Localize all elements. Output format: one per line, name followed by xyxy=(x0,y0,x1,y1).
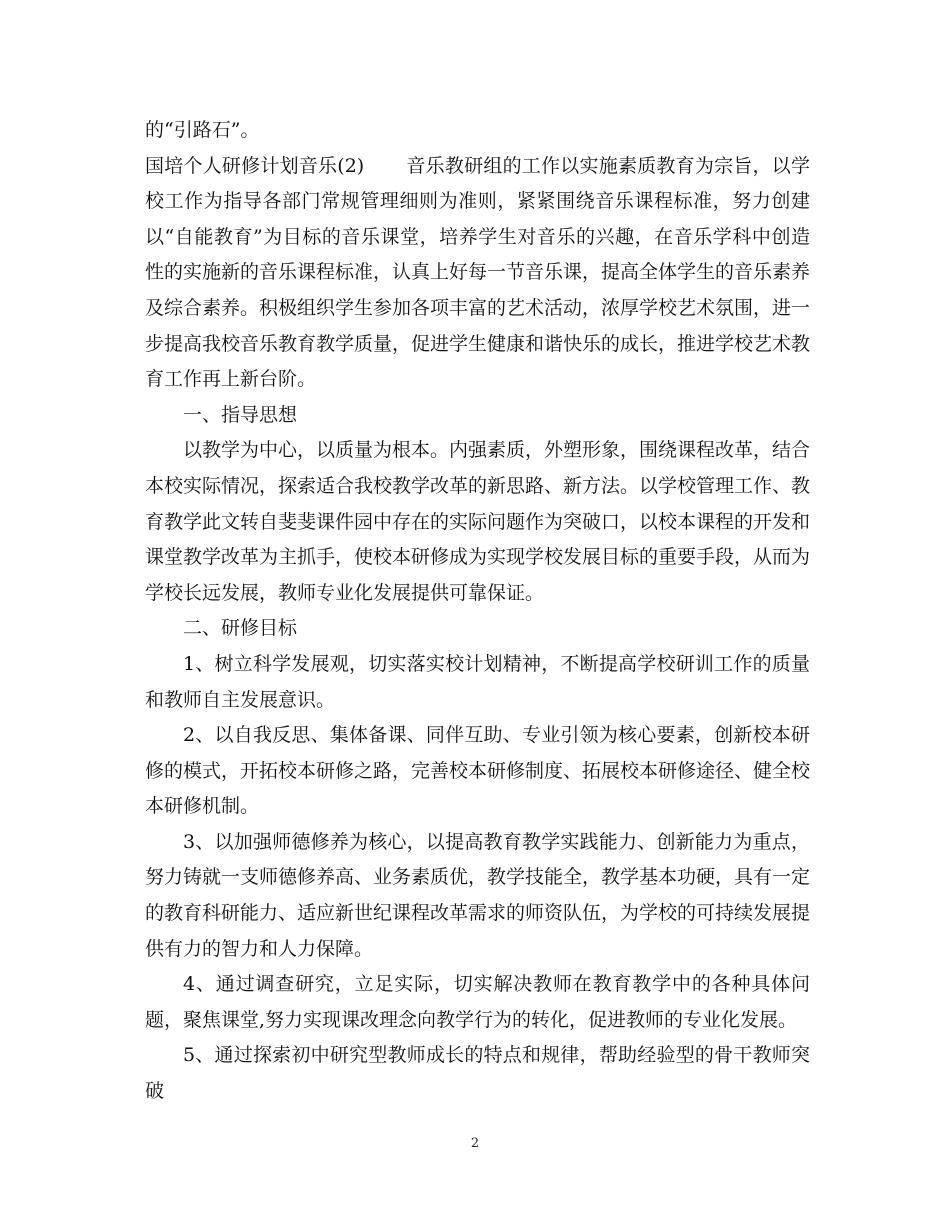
goal-item-4: 4、通过调查研究，立足实际，切实解决教师在教育教学中的各种具体问题，聚焦课堂,努力实现课改理念向教学行为的转化，促进教师的专业化发展。 xyxy=(145,973,810,1031)
goal-item-1: 1、树立科学发展观，切实落实校计划精神，不断提高学校研训工作的质量和教师自主发展意识。 xyxy=(145,652,810,711)
paragraph-continuation: 的“引路石”。 xyxy=(145,119,260,141)
goal-item-3: 3、以加强师德修养为核心，以提高教育教学实践能力、创新能力为重点，努力铸就一支师德修养高、业务素质优，教学技能全，教学基本功硬，具有一定的教育科研能力、适应新世纪课程改革需求的师资队伍，为学校的可持续发展提供有力的智力和人力保障。 xyxy=(145,830,811,960)
goal-item-5: 5、通过探索初中研究型教师成长的特点和规律，帮助经验型的骨干教师突破 xyxy=(145,1044,810,1103)
heading-research-goals: 二、研修目标 xyxy=(183,617,298,640)
paragraph-intro xyxy=(145,149,810,398)
heading-guiding-ideology: 一、指导思想 xyxy=(183,403,298,426)
intro-body: 音乐教研组的工作以实施素质教育为宗旨，以学校工作为指导各部门常规管理细则为准则，紧紧围绕音乐课程标准，努力创建以“自能教育”为目标的音乐课堂，培养学生对音乐的兴趣，在音乐学科中创造性的实施新的音乐课程标准，认真上好每一节音乐课，提高全体学生的音乐素养及综合素养。积极组织学生参加各项丰富的艺术活动，浓厚学校艺术氛围，进一步提高我校音乐教育教学质量，促进学生健康和谐快乐的成长，推进学校艺术教育工作再上新台阶。 xyxy=(145,154,811,391)
paragraph-guiding-ideology: 以教学为中心，以质量为根本。内强素质，外塑形象，围绕课程改革，结合本校实际情况，探索适合我校教学改革的新思路、新方法。以学校管理工作、教育教学此文转自斐斐课件园中存在的实际问题作为突破口，以校本课程的开发和课堂教学改革为主抓手，使校本研修成为实现学校发展目标的重要手段，从而为学校长远发展，教师专业化发展提供可靠保证。 xyxy=(145,439,811,604)
section-title: 国培个人研修计划音乐(2) xyxy=(145,154,365,177)
goal-item-2: 2、以自我反思、集体备课、同伴互助、专业引领为核心要素，创新校本研修的模式，开拓校本研修之路，完善校本研修制度、拓展校本研修途径、健全校本研修机制。 xyxy=(145,724,811,818)
document-body xyxy=(145,113,810,1110)
page-number: 2 xyxy=(470,1136,480,1151)
